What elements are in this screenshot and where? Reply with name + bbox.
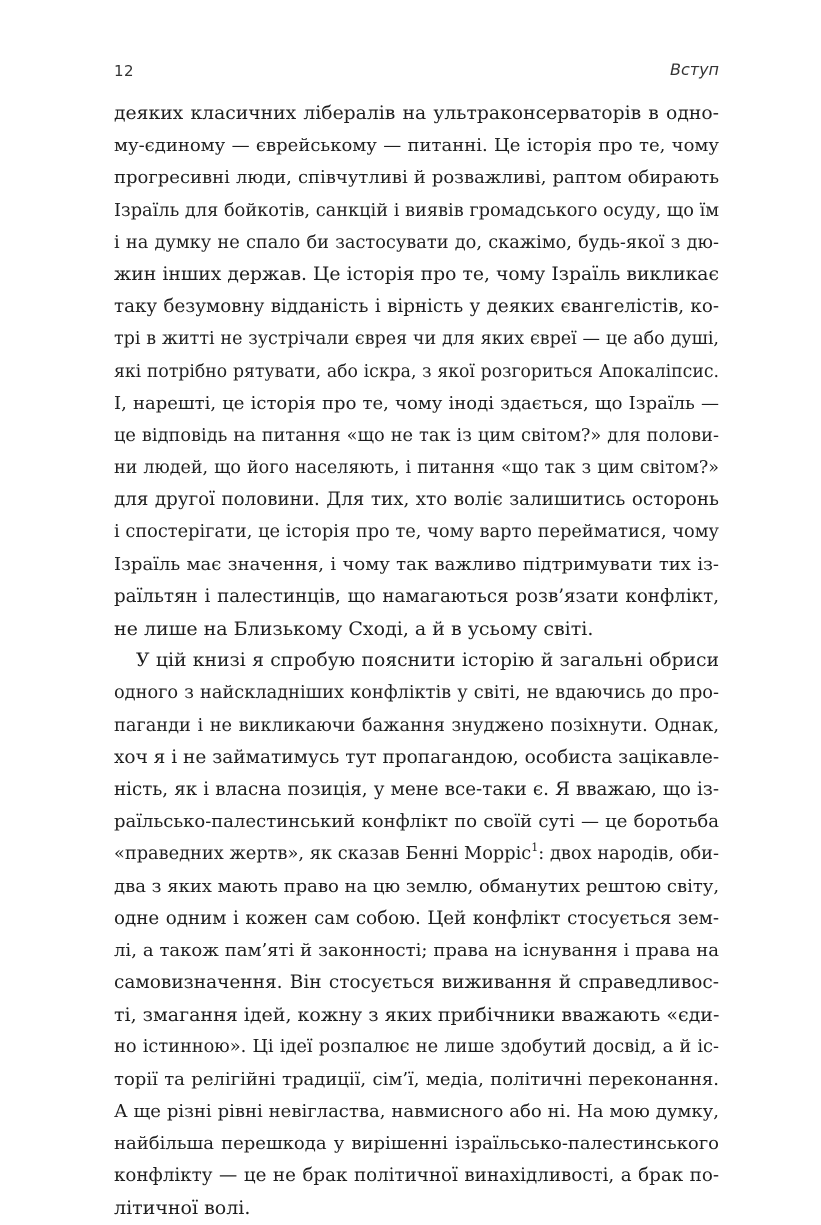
text-line: це відповідь на питання «що не так із цим світом?» для полови- (114, 425, 719, 446)
text-line: А ще різні рівні невігластва, навмисного або ні. На мою думку, (114, 1100, 719, 1122)
text-line: хоч я і не займатимусь тут пропагандою, особиста зацікавле- (114, 746, 719, 768)
text-line: ність, як і власна позиція, у мене все-таки є. Я вважаю, що із- (114, 778, 719, 800)
text-line: деяких класичних лібералів на ультраконсерваторів в одно- (114, 103, 719, 124)
text-line-with-footnote (114, 838, 719, 870)
text-line: літичної волі. (114, 1197, 251, 1220)
footnote-marker[interactable]: 1 (531, 841, 539, 855)
page-header (114, 58, 719, 88)
text-line: ни людей, що його населяють, і питання «що так з цим світом?» (114, 458, 719, 479)
text-line: Ізраїль має значення, і чому так важливо підтримувати тих із- (114, 553, 719, 575)
text-line: раїльсько-палестинський конфлікт по своїй суті — це боротьба (114, 811, 719, 833)
text-line: два з яких мають право на цю землю, обманутих рештою світу, (114, 875, 719, 897)
text-line: му-єдиному — єврейському — питанні. Це історія про те, чому (114, 135, 719, 157)
text-line: торії та релігійні традиції, сім’ї, медіа, політичні переконання. (114, 1068, 719, 1090)
text-line: прогресивні люди, співчутливі й розважливі, раптом обирають (114, 167, 719, 189)
text-line: які потрібно рятувати, або іскра, з якої розгориться Апокаліпсис. (114, 361, 719, 382)
running-head: Вступ (669, 60, 719, 79)
text-line: паганди і не викликаючи бажання знуджено позіхнути. Однак, (114, 715, 719, 736)
paragraph-2 (114, 645, 719, 1224)
text-segment: : двох народів, оби- (538, 844, 719, 865)
text-line: раїльтян і палестинців, що намагаються розв’язати конфлікт, (114, 585, 719, 607)
text-line: таку безумовну відданість і вірність у деяких євангелістів, ко- (114, 296, 719, 318)
text-line: найбільша перешкода у вирішенні ізраїльсько-палестинського (114, 1133, 719, 1154)
text-line: ті, змагання ідей, кожну з яких прибічники вважають «єди- (114, 1004, 719, 1027)
body-text (114, 98, 719, 1225)
text-line: одне одним і кожен сам собою. Цей конфлікт стосується зем- (114, 907, 719, 929)
text-line: жин інших держав. Це історія про те, чому Ізраїль викликає (114, 263, 719, 285)
text-line: самовизначення. Він стосується виживання й справедливос- (114, 972, 719, 994)
text-line: і на думку не спало би застосувати до, скажімо, будь-якої з дю- (114, 232, 719, 253)
text-segment: «праведних жертв», як сказав Бенні Морріс (114, 844, 532, 865)
text-line: трі в житті не зустрічали єврея чи для яких євреї — це або душі, (114, 329, 719, 350)
text-line: не лише на Близькому Сході, а й в усьому світі. (114, 618, 594, 640)
text-line: конфлікту — це не брак політичної винахідливості, а брак по- (114, 1165, 719, 1187)
text-line: Ізраїль для бойкотів, санкцій і виявів громадського осуду, що їм (114, 200, 719, 221)
text-line: лі, а також пам’яті й законності; права на існування і права на (114, 939, 719, 961)
text-line: У цій книзі я спробую пояснити історію й загальні обриси (136, 650, 719, 672)
text-line: для другої половини. Для тих, хто воліє залишитись осторонь (114, 489, 719, 511)
text-line: но істинною». Ці ідеї розпалює не лише здобутий досвід, а й іс- (114, 1037, 719, 1058)
paragraph-1 (114, 98, 719, 645)
text-line: І, нарешті, це історія про те, чому іноді здається, що Ізраїль — (114, 392, 719, 414)
text-line: і спостерігати, це історія про те, чому варто перейматися, чому (114, 522, 719, 543)
text-line: одного з найскладніших конфліктів у світі, не вдаючись до про- (114, 683, 719, 704)
page-number: 12 (114, 62, 135, 80)
